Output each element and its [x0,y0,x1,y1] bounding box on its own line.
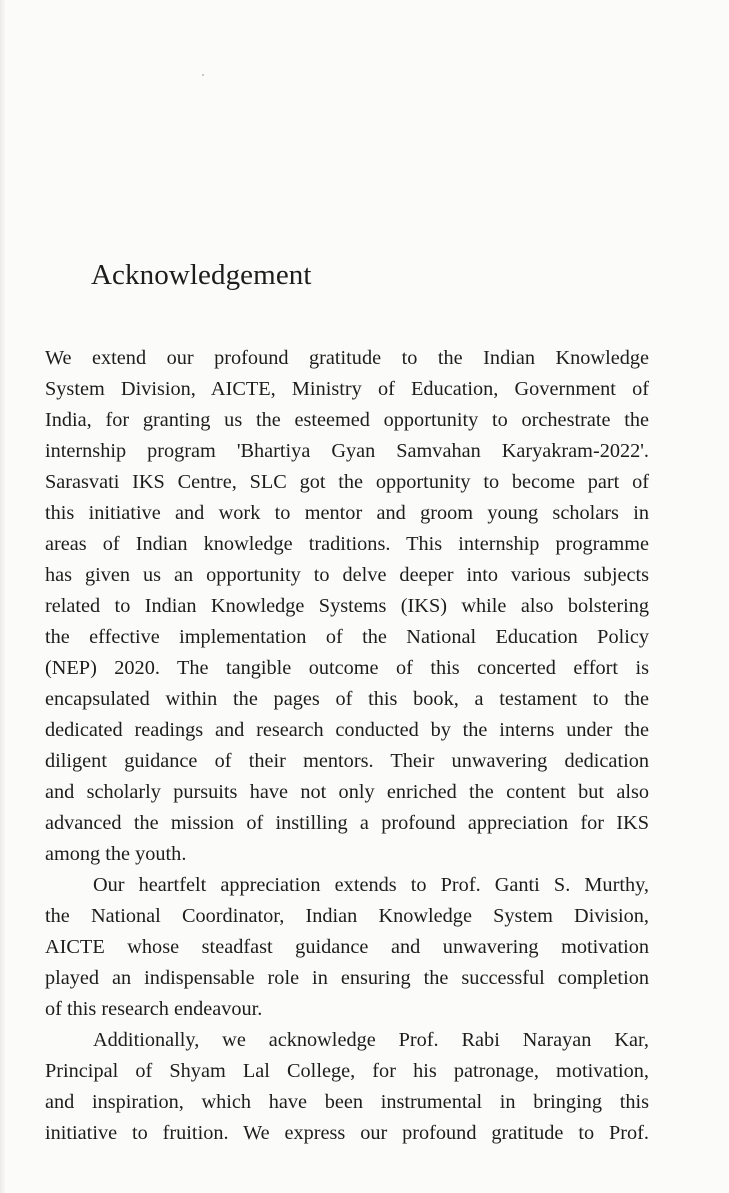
text-line: played an indispensable role in ensuring the successful completion [45,967,649,989]
text-line: the effective implementation of the National Education Policy [45,626,649,648]
text-line: advanced the mission of instilling a profound appreciation for IKS [45,812,649,834]
text-line: encapsulated within the pages of this book, a testament to the [45,688,649,710]
page-heading: Acknowledgement [91,259,312,291]
text-line: Principal of Shyam Lal College, for his patronage, motivation, [45,1060,649,1082]
text-line: this initiative and work to mentor and groom young scholars in [45,502,649,524]
text-line: related to Indian Knowledge Systems (IKS) while also bolstering [45,595,649,617]
text-line: internship program 'Bhartiya Gyan Samvahan Karyakram-2022'. [45,440,649,462]
text-line: (NEP) 2020. The tangible outcome of this concerted effort is [45,657,649,679]
text-line: has given us an opportunity to delve deeper into various subjects [45,564,649,586]
text-line: of this research endeavour. [45,998,263,1020]
text-line: System Division, AICTE, Ministry of Education, Government of [45,378,649,400]
text-line: Our heartfelt appreciation extends to Prof. Ganti S. Murthy, [93,874,649,896]
text-line: Additionally, we acknowledge Prof. Rabi Narayan Kar, [93,1029,649,1051]
text-line: among the youth. [45,843,187,865]
text-line: dedicated readings and research conducted by the interns under the [45,719,649,741]
text-line: and scholarly pursuits have not only enriched the content but also [45,781,649,803]
text-line: and inspiration, which have been instrumental in bringing this [45,1091,649,1113]
text-line: Sarasvati IKS Centre, SLC got the opportunity to become part of [45,471,649,493]
text-line: India, for granting us the esteemed opportunity to orchestrate the [45,409,649,431]
text-line: We extend our profound gratitude to the Indian Knowledge [45,347,649,369]
paper-speck [202,74,204,76]
text-line: areas of Indian knowledge traditions. This internship programme [45,533,649,555]
text-line: initiative to fruition. We express our profound gratitude to Prof. [45,1122,649,1144]
text-line: diligent guidance of their mentors. Their unwavering dedication [45,750,649,772]
acknowledgement-text [45,343,649,1149]
text-line: the National Coordinator, Indian Knowledge System Division, [45,905,649,927]
text-line: AICTE whose steadfast guidance and unwavering motivation [45,936,649,958]
